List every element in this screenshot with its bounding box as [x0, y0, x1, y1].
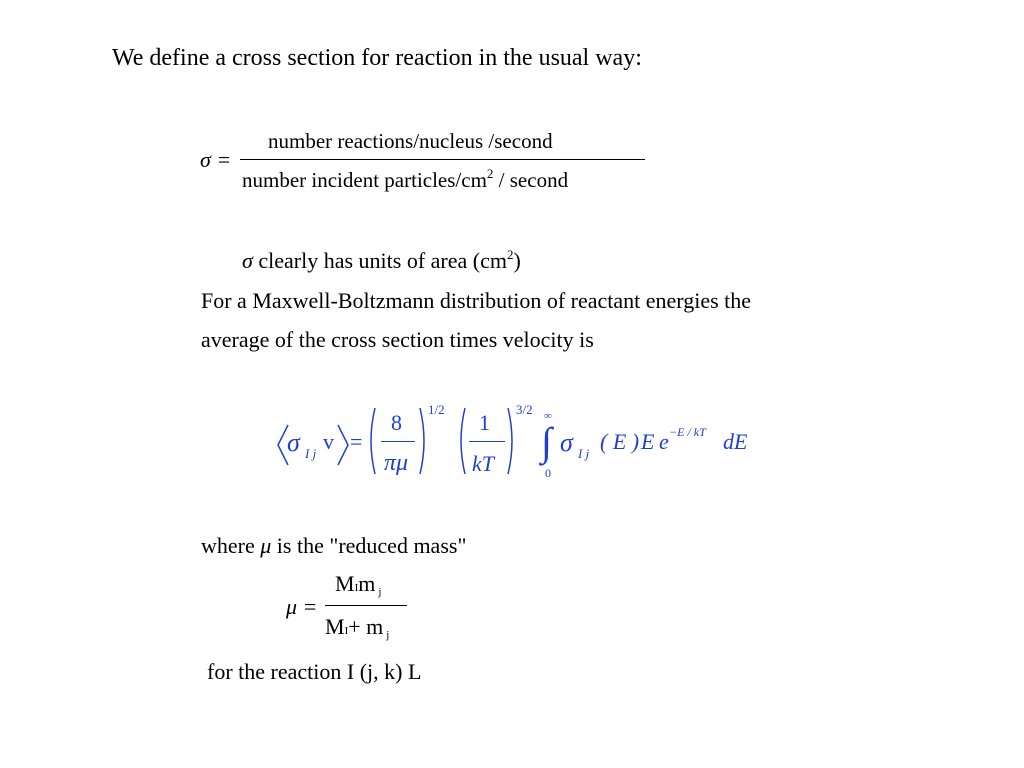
integral-upper-limit: ∞ — [544, 410, 552, 422]
where-pre: where — [201, 533, 261, 558]
mu-num-M: M — [335, 571, 355, 596]
rate-f2-den: kT — [472, 451, 494, 476]
rate-e-exp: −E / kT — [669, 425, 706, 439]
sigma-def-denominator — [242, 168, 568, 193]
units-exp: 2 — [506, 247, 514, 262]
sigma-def-denominator-exp: 2 — [486, 166, 494, 181]
rate-arg: ( E ) — [600, 429, 640, 454]
mu-def-numerator — [335, 571, 381, 597]
sigma-def-fraction-bar — [240, 159, 645, 160]
where-post: is the "reduced mass" — [271, 533, 467, 558]
mu-def-lhs: μ = — [286, 594, 318, 619]
rate-sigma-sub: I j — [305, 446, 317, 461]
rate-f1-bar — [381, 441, 415, 442]
rate-e: e — [659, 429, 669, 454]
sigma-def-denominator-post: / second — [493, 168, 569, 192]
units-text: clearly has units of area (cm — [252, 248, 507, 273]
mu-den-plus: + m — [348, 614, 384, 639]
units-line — [242, 248, 521, 274]
where-mu: μ — [260, 533, 272, 558]
mu-num-m: m — [358, 571, 376, 596]
mu-den-M: M — [325, 614, 345, 639]
rate-dE: dE — [723, 429, 748, 454]
rate-v: v — [323, 429, 334, 454]
units-sigma: σ — [242, 248, 253, 273]
mu-num-Msub: I — [354, 582, 359, 594]
reaction-line: for the reaction I (j, k) L — [207, 659, 422, 684]
mu-den-msub: j — [386, 629, 390, 641]
mu-def-denominator — [325, 614, 389, 640]
sigma-def-numerator: number reactions/nucleus /second — [268, 129, 553, 153]
mu-num-msub: j — [378, 586, 382, 598]
mb-line-2: average of the cross section times velocity is — [201, 327, 594, 352]
where-line — [201, 533, 466, 559]
mu-def-fraction-bar — [325, 605, 407, 606]
rate-equals: = — [350, 429, 363, 454]
right-angle-bracket — [336, 424, 350, 466]
integral-lower-limit: 0 — [545, 466, 551, 480]
mb-line-1: For a Maxwell-Boltzmann distribution of reactant energies the — [201, 288, 752, 313]
rate-f2-bar — [469, 441, 505, 442]
rate-f1-den: πμ — [384, 450, 409, 476]
rate-sigma: σ — [287, 428, 300, 457]
rate-sigma2-sub: I j — [578, 446, 590, 461]
rate-exp1: 1/2 — [428, 402, 445, 417]
left-paren-2 — [456, 407, 466, 475]
rate-f2-num: 1 — [479, 410, 490, 435]
sigma-def-denominator-pre: number incident particles/cm — [242, 168, 487, 192]
mu-den-Msub: I — [344, 625, 349, 637]
rate-exp2: 3/2 — [516, 402, 533, 417]
sigma-def-lhs: σ = — [200, 147, 232, 172]
intro-text: We define a cross section for reaction in the usual way: — [112, 45, 642, 71]
rate-sigma2: σ — [560, 428, 573, 457]
left-paren-1 — [366, 407, 376, 475]
units-close: ) — [513, 248, 521, 273]
integral-sign: ∫ — [541, 419, 552, 464]
rate-f1-num: 8 — [391, 410, 402, 435]
rate-E: E — [641, 429, 655, 454]
